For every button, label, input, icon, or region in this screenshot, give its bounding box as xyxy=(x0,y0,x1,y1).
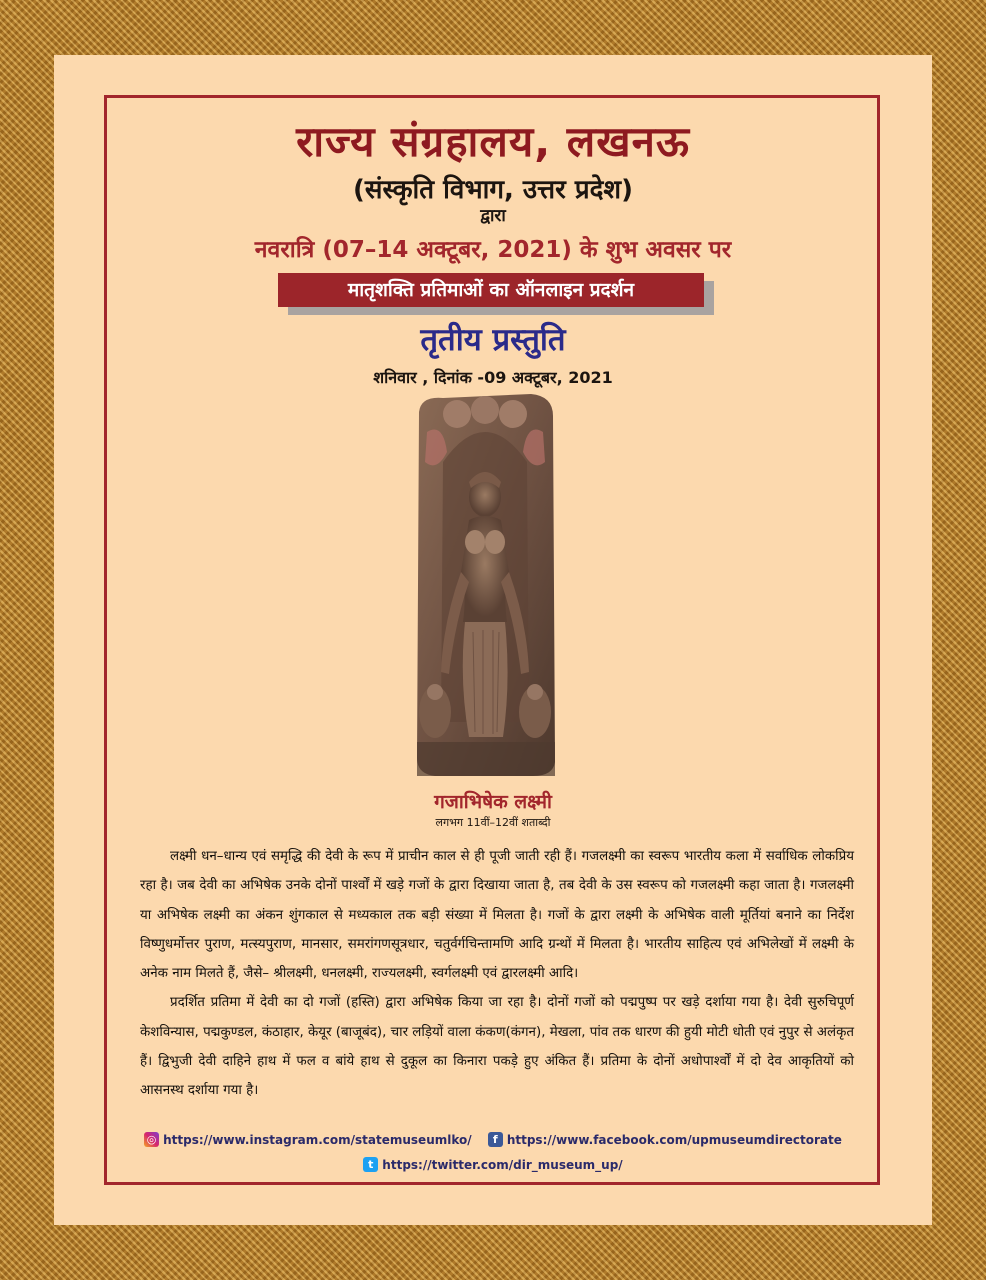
banner-text: मातृशक्ति प्रतिमाओं का ऑनलाइन प्रदर्शन xyxy=(278,273,704,307)
instagram-link[interactable] xyxy=(144,1132,472,1147)
presentation-number: तृतीय प्रस्तुति xyxy=(420,322,566,358)
gajalakshmi-sculpture-image xyxy=(413,392,557,778)
twitter-link[interactable] xyxy=(363,1157,622,1172)
department-subtitle: (संस्कृति विभाग, उत्तर प्रदेश) xyxy=(353,175,633,205)
artwork-period: लगभग 11वीं–12वीं शताब्दी xyxy=(435,816,551,829)
instagram-url[interactable]: https://www.instagram.com/statemuseumlko/ xyxy=(163,1132,472,1147)
artwork-caption: गजाभिषेक लक्ष्मी xyxy=(434,791,552,813)
twitter-icon: t xyxy=(363,1157,378,1172)
presentation-date: शनिवार , दिनांक -09 अक्टूबर, 2021 xyxy=(373,368,613,387)
facebook-icon: f xyxy=(488,1132,503,1147)
social-links-row-1 xyxy=(0,1132,986,1147)
museum-title: राज्य संग्रहालय, लखनऊ xyxy=(296,117,690,166)
description-text xyxy=(140,842,854,1106)
description-paragraph-2: प्रदर्शित प्रतिमा में देवी का दो गजों (हस्ति) द्वारा अभिषेक किया जा रहा है। दोनों गजों को पद्मपुष्प पर खड़े दर्शाया गया है। देवी सुरुचिपूर्ण केशविन्यास, पद्मकुण्डल, कंठाहार, केयूर (बाजूबंद), चार लड़ियों वाला कंकण(कंगन), मेखला, पांव तक धारण की हुयी मोटी धोती एवं नुपुर से अलंकृत हैं। द्विभुजी देवी दाहिने हाथ में फल व बांये हाथ से दुकूल का किनारा पकड़े हुए अंकित हैं। प्रतिमा के दोनों अधोपार्श्वों में दो देव आकृतियों को आसनस्थ दर्शाया गया है। xyxy=(140,995,854,1099)
by-label: द्वारा xyxy=(480,206,506,226)
twitter-url[interactable]: https://twitter.com/dir_museum_up/ xyxy=(382,1157,623,1172)
social-links-row-2 xyxy=(0,1157,986,1172)
instagram-icon: ◎ xyxy=(144,1132,159,1147)
facebook-link[interactable] xyxy=(488,1132,842,1147)
exhibition-banner xyxy=(278,273,714,315)
occasion-line: नवरात्रि (07–14 अक्टूबर, 2021) के शुभ अवसर पर xyxy=(254,237,732,263)
facebook-url[interactable]: https://www.facebook.com/upmuseumdirectorate xyxy=(506,1132,842,1147)
description-paragraph-1: लक्ष्मी धन–धान्य एवं समृद्धि की देवी के रूप में प्राचीन काल से ही पूजी जाती रही हैं। गजलक्ष्मी का स्वरूप भारतीय कला में सर्वाधिक लोकप्रिय रहा है। जब देवी का अभिषेक उनके दोनों पार्श्वों में खड़े गजों के द्वारा दिखाया जाता है, तब देवी के उस स्वरूप को गजलक्ष्मी कहा जाता है। गजलक्ष्मी या अभिषेक लक्ष्मी का अंकन शुंगकाल से मध्यकाल तक बड़ी संख्या में मिलता है। गजों के द्वारा लक्ष्मी के अभिषेक वाली मूर्तियां बनाने का निर्देश विष्णुधर्मोत्तर पुराण, मत्स्यपुराण, मानसार, समरांगणसूत्रधार, चतुर्वर्गचिन्तामणि आदि ग्रन्थों में मिलता है। भारतीय साहित्य एवं अभिलेखों में लक्ष्मी के अनेक नाम मिलते हैं, जैसे– श्रीलक्ष्मी, धनलक्ष्मी, राज्यलक्ष्मी, स्वर्गलक्ष्मी एवं द्वारलक्ष्मी आदि। xyxy=(140,849,854,982)
